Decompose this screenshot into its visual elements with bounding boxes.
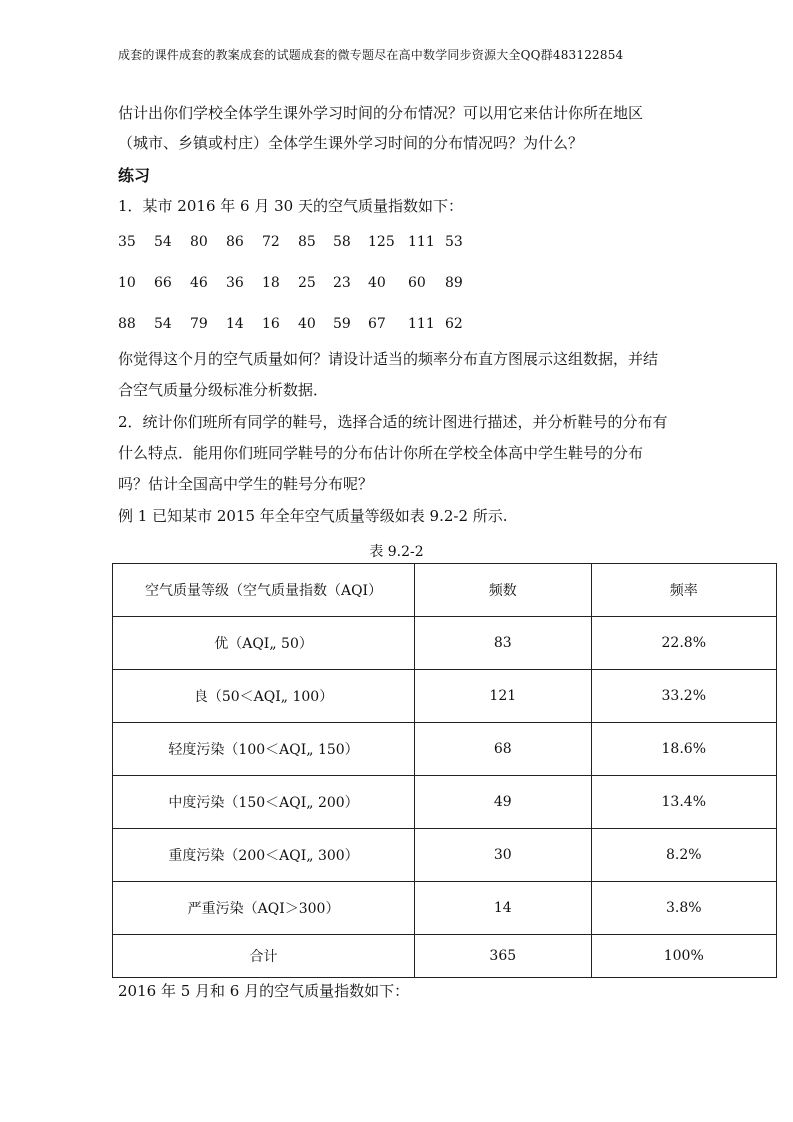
cell-level: 严重污染（AQI＞300） [113,882,415,935]
cell-level: 中度污染（150＜AQI„ 200） [113,776,415,829]
aqi-level-table [112,563,777,978]
paragraph-line: 估计出你们学校全体学生课外学习时间的分布情况？可以用它来估计你所在地区 [118,104,644,122]
footer-line: 2016 年 5 月和 6 月的空气质量指数如下： [118,982,410,1000]
aqi-value: 54 [154,234,172,250]
cell-count: 14 [415,882,591,935]
aqi-value: 66 [154,275,172,291]
aqi-value: 88 [118,316,136,332]
exercise1-intro: 1．某市 2016 年 6 月 30 天的空气质量指数如下： [118,197,463,215]
cell-count: 68 [415,723,591,776]
cell-rate: 33.2% [591,670,776,723]
aqi-value: 80 [190,234,208,250]
header-frequency-count: 频数 [415,564,591,617]
aqi-value: 36 [226,275,244,291]
table-row [113,776,777,829]
aqi-value: 54 [154,316,172,332]
cell-rate: 8.2% [591,829,776,882]
exercise2-line: 吗？估计全国高中学生的鞋号分布呢？ [118,475,374,493]
exercise-heading: 练习 [118,166,151,185]
aqi-value: 85 [298,234,316,250]
cell-rate: 22.8% [591,617,776,670]
aqi-value: 18 [262,275,280,291]
aqi-value: 79 [190,316,208,332]
aqi-value: 40 [368,275,386,291]
aqi-value: 72 [262,234,280,250]
cell-count: 83 [415,617,591,670]
paragraph-line: （城市、乡镇或村庄）全体学生课外学习时间的分布情况吗？为什么？ [118,134,584,152]
example-1-text: 例 1 已知某市 2015 年全年空气质量等级如表 9.2-2 所示. [118,507,508,525]
aqi-value: 14 [226,316,244,332]
aqi-value: 62 [445,316,463,332]
aqi-value: 58 [333,234,351,250]
table-row [113,723,777,776]
cell-rate: 13.4% [591,776,776,829]
cell-level: 优（AQI„ 50） [113,617,415,670]
aqi-value: 60 [408,275,426,291]
aqi-value: 25 [298,275,316,291]
table-row [113,617,777,670]
aqi-value: 16 [262,316,280,332]
cell-count: 30 [415,829,591,882]
table-caption: 表 9.2-2 [369,544,424,560]
cell-count: 121 [415,670,591,723]
table-total-row [113,935,777,978]
aqi-value: 89 [445,275,463,291]
aqi-value: 86 [226,234,244,250]
exercise2-line: 2．统计你们班所有同学的鞋号，选择合适的统计图进行描述，并分析鞋号的分布有 [118,413,668,431]
header-frequency-rate: 频率 [591,564,776,617]
cell-level: 轻度污染（100＜AQI„ 150） [113,723,415,776]
aqi-value: 46 [190,275,208,291]
aqi-value: 125 [368,234,395,250]
aqi-value: 35 [118,234,136,250]
exercise1-question-line: 合空气质量分级标准分析数据． [118,381,329,399]
cell-rate: 3.8% [591,882,776,935]
aqi-value: 23 [333,275,351,291]
cell-level: 重度污染（200＜AQI„ 300） [113,829,415,882]
exercise1-question-line: 你觉得这个月的空气质量如何？请设计适当的频率分布直方图展示这组数据，并结 [118,350,659,368]
exercise2-line: 什么特点．能用你们班同学鞋号的分布估计你所在学校全体高中学生鞋号的分布 [118,444,644,462]
aqi-value: 53 [445,234,463,250]
aqi-value: 111 [408,234,435,250]
table-row [113,882,777,935]
aqi-value: 67 [368,316,386,332]
table-row [113,670,777,723]
table-header-row [113,564,777,617]
cell-level: 良（50＜AQI„ 100） [113,670,415,723]
table-row [113,829,777,882]
cell-count: 49 [415,776,591,829]
header-aqi-level: 空气质量等级（空气质量指数（AQI） [113,564,415,617]
aqi-value: 59 [333,316,351,332]
aqi-value: 40 [298,316,316,332]
aqi-value: 10 [118,275,136,291]
cell-total-label: 合计 [113,935,415,978]
cell-rate: 18.6% [591,723,776,776]
cell-total-count: 365 [415,935,591,978]
page-header: 成套的课件成套的教案成套的试题成套的微专题尽在高中数学同步资源大全QQ群483122854 [118,48,624,62]
aqi-value: 111 [408,316,435,332]
cell-total-rate: 100% [591,935,776,978]
